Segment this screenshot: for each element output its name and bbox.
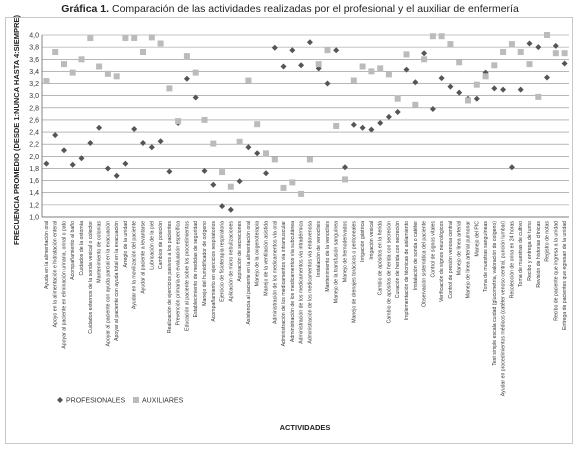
data-point-profesionales [52,132,58,138]
data-point-auxiliares [79,56,85,62]
legend-label-auxiliares: AUXILIARES [142,397,184,405]
data-point-profesionales [281,64,287,70]
data-point-auxiliares [342,176,348,182]
data-point-auxiliares [544,32,550,38]
data-point-auxiliares [553,50,559,56]
x-category-label: Revisión de historias clínicas [535,221,542,288]
x-category-label: Instalación de sonda o catéter [412,221,419,291]
x-category-label: Apoyar al paciente con ayuda total en la evacuación [114,221,121,341]
data-point-auxiliares [562,50,568,56]
data-point-auxiliares [474,82,480,88]
data-point-auxiliares [386,71,392,77]
data-point-auxiliares [149,34,155,40]
chart-title-text: Comparación de las actividades realizadas por el profesional y el auxiliar de enfermería [111,3,519,15]
x-category-label: Curación de herida con secreción [395,221,402,299]
data-point-profesionales [298,62,304,68]
x-category-label: Irrigación vesical [368,221,375,260]
data-point-auxiliares [114,73,120,79]
x-category-label: Toma de muestras sanguíneas [483,221,490,292]
x-category-label: Acompañamiento al baño [70,221,77,280]
data-point-profesionales [447,84,453,90]
x-category-label: Cambio de apósitos de herida con secreción [386,221,393,324]
data-point-auxiliares [131,35,137,41]
category-label-layer [44,221,568,397]
y-tick-label: 2,0 [29,153,39,161]
data-point-auxiliares [245,78,251,84]
x-category-label: Administración de los medicamentos vía intramuscular [281,221,287,347]
data-point-profesionales [202,168,208,174]
data-point-profesionales [114,173,120,179]
x-category-label: Recibo de paciente que ingresa a la unidad [553,221,560,321]
data-point-profesionales [272,45,278,51]
x-category-label: Ejercicio de fisioterapia respiratoria [219,221,226,302]
data-point-profesionales [544,75,550,81]
data-point-profesionales [333,47,339,53]
data-point-auxiliares [491,62,497,68]
data-point-auxiliares [61,61,67,67]
x-category-label: Ayuda en la alimentación oral [43,221,50,289]
data-point-auxiliares [307,156,313,162]
data-point-profesionales [122,161,128,167]
x-category-label: Asistencia al paciente en la alimentación oral [245,221,252,325]
data-point-auxiliares [404,51,410,57]
x-category-label: Irrigación gástrica [360,221,367,262]
data-point-profesionales [527,41,533,47]
x-category-label: Mantenimiento de colonias [96,221,103,283]
chart-title-prefix: Gráfica 1. [61,3,110,15]
data-point-auxiliares [500,49,506,55]
x-category-label: Control de presión venosa central [447,221,454,299]
data-point-auxiliares [527,61,533,67]
legend-marker-profesionales [57,397,63,403]
legend-label-profesionales: PROFESIONALES [66,397,126,405]
y-tick-label: 3,6 [29,56,39,64]
data-point-auxiliares [175,118,181,124]
y-tick-label: 4,0 [29,32,39,40]
x-category-label: Control de signos vitales [430,221,437,278]
x-category-label: Acompañamiento en ejercicios respiratorios [210,221,217,322]
x-category-label: Recolección de orina en 24 horas [509,221,516,299]
x-category-label: Verificación de signos neurológicos [439,221,446,303]
data-point-auxiliares [281,185,287,191]
data-point-profesionales [166,169,172,175]
data-point-auxiliares [447,41,453,47]
data-point-auxiliares [535,94,541,100]
y-tick-label: 2,2 [29,141,39,149]
data-point-profesionales [228,207,234,213]
x-category-label: Apoyo en la alimentación e hidratación enteral [52,221,59,328]
data-point-profesionales [351,122,357,128]
x-category-label: Mantenimiento de la venoclisis [325,221,331,292]
data-point-auxiliares [210,141,216,147]
data-point-profesionales [535,44,541,50]
y-tick-label: 3,8 [29,44,39,52]
x-category-label: Manejo del humidificador de oxígeno [202,221,208,306]
x-category-label: Ayudar en la movilización del paciente [131,221,138,310]
x-category-label: Arreglo de la unidad [122,221,129,268]
x-category-label: Manejo de línea arterial pulmonar [465,221,472,299]
y-tick-label: 2,8 [29,105,39,113]
data-point-profesionales [210,182,216,188]
data-point-auxiliares [43,78,49,84]
x-category-label: Manejo de drenajes torácicos o peritoneales [351,221,358,323]
x-category-label: Lubricación de la piel [149,221,156,270]
y-tick-label: 3,4 [29,68,39,76]
x-category-label: Realización de ejercicios pasivos a los pacientes [166,221,173,334]
data-point-auxiliares [412,102,418,108]
x-category-label: Educación al paciente sobre los procedimientos [184,221,191,331]
data-point-auxiliares [465,98,471,104]
y-tick-label: 1,8 [29,165,39,173]
data-point-profesionales [87,140,93,146]
y-axis-label: FRECUENCIA PROMEDIO (DESDE 1:NUNCA HASTA 4:SIEMPRE) [12,15,21,245]
data-point-profesionales [289,47,295,53]
data-point-auxiliares [509,41,515,47]
data-point-auxiliares [263,150,269,156]
data-point-profesionales [70,162,76,168]
y-tick-label: 1,4 [29,190,39,198]
data-point-auxiliares [377,65,383,71]
data-point-profesionales [386,114,392,120]
x-category-label: Ayudar en procedimientos médicos (catéter venoso central, punción lumbar) [500,221,507,397]
data-point-profesionales [500,87,506,93]
x-category-label: Observación sistemática del paciente [421,221,428,307]
data-point-profesionales [368,127,374,133]
data-point-auxiliares [193,70,199,76]
data-point-profesionales [61,147,67,153]
data-point-auxiliares [105,71,111,77]
data-point-profesionales [307,39,313,45]
data-point-auxiliares [333,123,339,129]
x-category-label: Toma de muestras de cultivo [518,221,525,288]
data-point-auxiliares [360,64,366,70]
x-category-label: Manejo de la oxigenoterapia [254,221,261,287]
data-point-auxiliares [228,184,234,190]
y-tick-label: 3,2 [29,81,39,89]
x-category-label: Administración de los medicamentos vía intradérmica [298,221,305,344]
data-point-auxiliares [368,68,374,74]
x-category-label: Instalación de venoclisis [316,221,323,277]
data-point-auxiliares [298,191,304,197]
data-point-auxiliares [166,85,172,91]
data-point-profesionales [105,166,111,172]
data-point-auxiliares [439,33,445,39]
x-axis-label: ACTIVIDADES [279,423,331,432]
x-category-label: Administración de los medicamentos vía subcutánea [289,221,296,343]
data-point-profesionales [96,125,102,131]
data-point-auxiliares [395,96,401,102]
x-category-label: Cambios de posición [158,221,165,270]
data-point-auxiliares [254,121,260,127]
data-point-profesionales [518,87,524,93]
x-category-label: Manejo de línea arterial [456,221,463,276]
y-tick-label: 2,4 [29,129,39,137]
x-category-label: Entrega de pacientes que egresan de la unidad [562,221,569,331]
y-tick-label: 1,6 [29,178,39,186]
x-category-label: Recibo y entrega de turno [527,221,533,281]
data-point-profesionales [553,43,559,49]
data-point-auxiliares [87,35,93,41]
data-point-auxiliares [237,139,243,145]
data-point-profesionales [474,96,480,102]
x-category-label: Aspiración de secreciones [237,221,244,282]
data-point-auxiliares [325,47,331,53]
data-point-profesionales [509,164,515,170]
data-point-auxiliares [316,61,322,67]
data-point-auxiliares [456,59,462,65]
x-category-label: Administración de los medicamentos vía oral [272,221,279,324]
x-category-label: Cambio de apósitos en la herida [377,221,384,296]
x-category-label: Administración de los medicamentos vía endovenosa [307,221,314,344]
data-point-profesionales [254,150,260,156]
data-point-auxiliares [272,156,278,162]
data-point-profesionales [131,126,137,132]
y-tick-label: 1,0 [29,214,39,222]
x-category-label: Prevención primaria en evaluación específica [175,221,182,326]
data-point-profesionales [140,140,146,146]
x-category-label: Manejo de hemoderivados [342,221,349,283]
data-point-profesionales [325,81,331,87]
x-category-label: Apoyar al paciente con ayuda parcial en la evacuación [105,221,112,347]
data-point-profesionales [342,164,348,170]
data-point-auxiliares [219,169,225,175]
data-point-auxiliares [289,179,295,185]
data-point-auxiliares [184,53,190,59]
x-category-label: Cuidados externos de la sonda vesical o colector [87,221,94,334]
data-point-profesionales [263,170,269,176]
data-point-profesionales [377,120,383,126]
data-point-auxiliares [483,73,489,79]
data-point-profesionales [219,203,225,209]
data-point-auxiliares [158,41,164,47]
data-point-auxiliares [351,78,357,84]
data-point-profesionales [43,161,49,167]
data-point-profesionales [456,90,462,96]
data-point-profesionales [412,79,418,85]
data-point-profesionales [149,144,155,150]
data-point-profesionales [395,109,401,115]
data-point-profesionales [184,76,190,82]
grid-layer [42,35,569,217]
data-point-auxiliares [430,33,436,39]
x-category-label: Manejo de la ventilación asistida [263,221,270,296]
data-point-auxiliares [70,70,76,76]
legend-marker-auxiliares [133,397,139,403]
data-point-auxiliares [122,35,128,41]
y-tick-label: 2,6 [29,117,39,125]
x-category-label: Manejo del PIC [474,221,481,257]
data-point-auxiliares [202,117,208,123]
x-category-label: Cuidados de la ostomía [79,221,85,276]
data-point-profesionales [562,61,568,67]
data-point-auxiliares [96,64,102,70]
x-category-label: Aplicación de micro nebulizaciones [228,221,235,302]
data-point-auxiliares [140,49,146,55]
x-category-label: Registro de notas [544,221,551,262]
legend [57,397,184,405]
x-category-label: Establecimiento de medidas de seguridad [193,221,200,318]
x-category-label: Ayudar al paciente a levantarse [140,221,147,294]
y-tick-label: 3,0 [29,93,39,101]
x-category-label: Test simple escala cuidad (glucometría, valoración de oxígeno) [491,221,498,366]
data-point-profesionales [158,138,164,144]
data-point-profesionales [491,85,497,91]
data-point-auxiliares [518,49,524,55]
x-category-label: Apoyar al paciente en eliminación urinaria, orinal o pato [61,221,68,349]
data-point-auxiliares [52,49,58,55]
data-point-profesionales [237,178,243,184]
x-category-label: Manejo de la transfusión sanguínea [333,221,340,304]
data-point-auxiliares [421,56,427,62]
data-point-profesionales [430,106,436,112]
data-point-profesionales [439,75,445,81]
y-tick-label: 1,2 [29,202,39,210]
x-category-label: Implementación de técnicas de aislamiento [404,221,410,321]
data-point-profesionales [245,144,251,150]
data-point-profesionales [360,125,366,131]
data-point-profesionales [421,50,427,56]
